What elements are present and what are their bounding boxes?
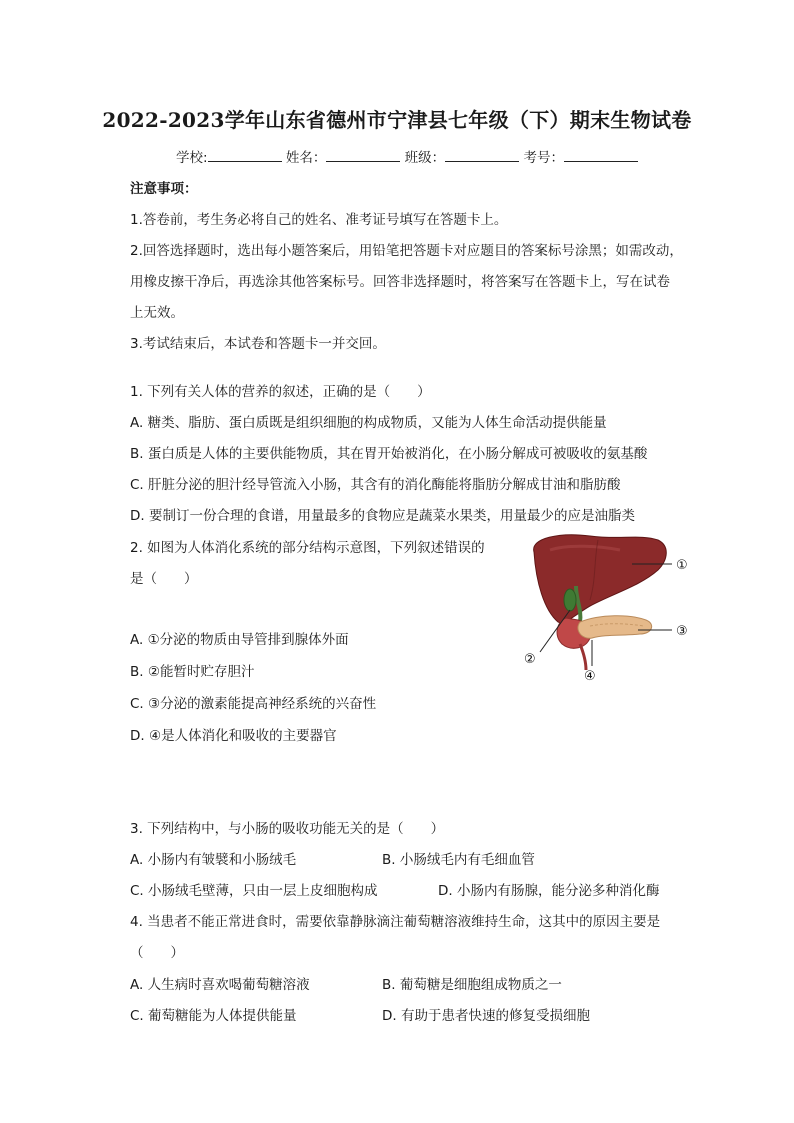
q3-option-c: C. 小肠绒毛壁薄，只由一层上皮细胞构成 (130, 883, 378, 899)
notice-item-2-line-3: 上无效。 (130, 305, 184, 321)
q3-stem: 3. 下列结构中，与小肠的吸收功能无关的是（ ） (130, 821, 445, 837)
label-4: ④ (584, 669, 596, 684)
gallbladder-shape (564, 589, 576, 611)
label-3: ③ (676, 624, 688, 639)
name-label: 姓名： (285, 150, 327, 166)
q4-option-a: A. 人生病时喜欢喝葡萄糖溶液 (130, 977, 310, 993)
q2-stem-line-2: 是（ ） (130, 571, 198, 587)
class-blank (445, 147, 519, 162)
q2-option-b: B. ②能暂时贮存胆汁 (130, 664, 255, 680)
q2-option-c: C. ③分泌的激素能提高神经系统的兴奋性 (130, 696, 377, 712)
q3-option-d: D. 小肠内有肠腺，能分泌多种消化酶 (438, 883, 660, 899)
notice-item-2-line-1: 2.回答选择题时，选出每小题答案后，用铅笔把答题卡对应题目的答案标号涂黑；如需改动， (130, 243, 683, 259)
notice-item-3: 3.考试结束后，本试卷和答题卡一并交回。 (130, 336, 386, 352)
class-label: 班级： (404, 150, 446, 166)
q4-option-b: B. 葡萄糖是细胞组成物质之一 (382, 977, 562, 993)
notice-item-1: 1.答卷前，考生务必将自己的姓名、准考证号填写在答题卡上。 (130, 212, 508, 228)
paper-title: 2022-2023学年山东省德州市宁津县七年级（下）期末生物试卷 (102, 108, 692, 132)
school-blank (208, 147, 282, 162)
q4-stem-line-1: 4. 当患者不能正常进食时，需要依靠静脉滴注葡萄糖溶液维持生命，这其中的原因主要是 (130, 914, 661, 930)
q4-option-d: D. 有助于患者快速的修复受损细胞 (382, 1008, 590, 1024)
q4-option-c: C. 葡萄糖能为人体提供能量 (130, 1008, 297, 1024)
q1-option-a: A. 糖类、脂肪、蛋白质既是组织细胞的构成物质，又能为人体生命活动提供能量 (130, 415, 607, 431)
q3-option-b: B. 小肠绒毛内有毛细血管 (382, 852, 535, 868)
label-1: ① (676, 558, 688, 573)
q4-stem-line-2: （ ） (130, 945, 184, 961)
school-label: 学校: (176, 150, 208, 166)
pancreas-shape (578, 616, 652, 639)
name-blank (326, 147, 400, 162)
exam-number-label: 考号： (523, 150, 564, 166)
q3-option-a: A. 小肠内有皱襞和小肠绒毛 (130, 852, 297, 868)
notice-heading: 注意事项： (130, 181, 198, 197)
q2-option-a: A. ①分泌的物质由导管排到腺体外面 (130, 632, 349, 648)
student-info-row (176, 146, 638, 166)
q1-option-b: B. 蛋白质是人体的主要供能物质，其在胃开始被消化，在小肠分解成可被吸收的氨基酸 (130, 446, 648, 462)
notice-item-2-line-2: 用橡皮擦干净后，再选涂其他答案标号。回答非选择题时，将答案写在答题卡上，写在试卷 (130, 274, 670, 290)
q2-stem-line-1: 2. 如图为人体消化系统的部分结构示意图，下列叙述错误的 (130, 540, 485, 556)
q2-option-d: D. ④是人体消化和吸收的主要器官 (130, 728, 337, 744)
digestive-system-figure (520, 530, 700, 690)
q1-option-c: C. 肝脏分泌的胆汁经导管流入小肠，其含有的消化酶能将脂肪分解成甘油和脂肪酸 (130, 477, 621, 493)
label-2: ② (524, 652, 536, 667)
exam-number-blank (564, 147, 638, 162)
q1-option-d: D. 要制订一份合理的食谱，用量最多的食物应是蔬菜水果类，用量最少的应是油脂类 (130, 508, 635, 524)
q1-stem: 1. 下列有关人体的营养的叙述，正确的是（ ） (130, 384, 431, 400)
